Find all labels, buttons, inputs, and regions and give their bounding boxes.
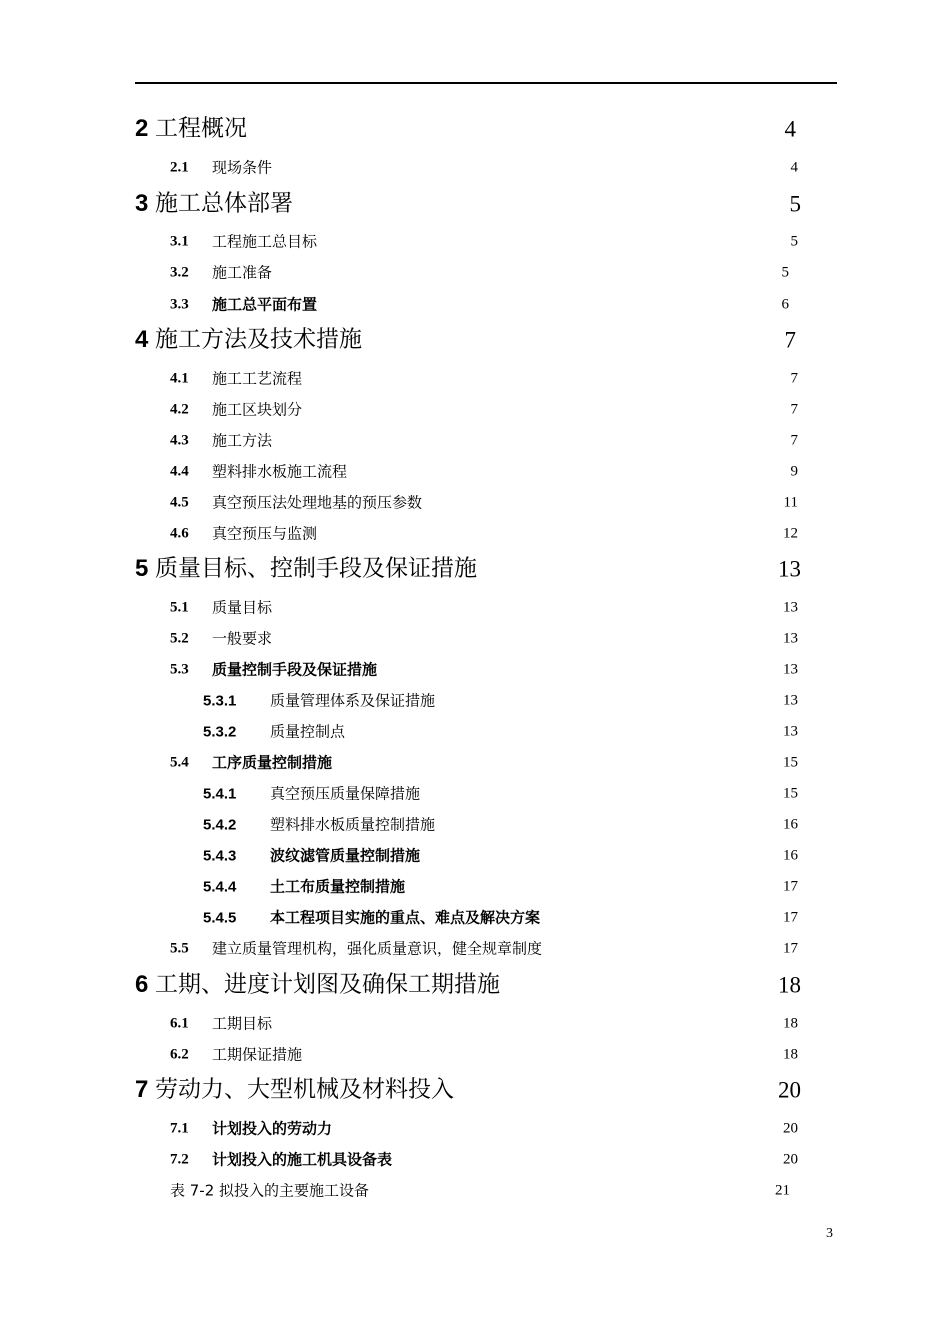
toc-number: 5.5: [170, 940, 189, 957]
toc-number: 4.4: [170, 463, 189, 480]
toc-page: 18: [783, 1015, 798, 1032]
toc-page: 20: [778, 1077, 801, 1103]
toc-title: 工期保证措施: [212, 1045, 303, 1064]
toc-number: 5.3.1: [203, 692, 237, 710]
toc-number: 5.4.4: [203, 878, 237, 896]
toc-page: 20: [783, 1120, 798, 1137]
toc-title: 劳动力、大型机械及材料投入: [155, 1076, 454, 1103]
toc-title: 工程施工总目标: [212, 232, 318, 251]
toc-title: 计划投入的施工机具设备表: [212, 1150, 393, 1169]
toc-number: 3.1: [170, 233, 189, 250]
toc-page: 13: [783, 599, 798, 616]
toc-page: 17: [783, 909, 798, 926]
toc-number: 5: [135, 555, 149, 582]
toc-title: 工期目标: [212, 1014, 273, 1033]
toc-title: 工程概况: [155, 115, 247, 142]
toc-page: 13: [783, 661, 798, 678]
toc-title: 土工布质量控制措施: [270, 877, 406, 896]
toc-page: 5: [789, 191, 801, 217]
toc-number: 7: [135, 1076, 149, 1103]
toc-number: 2.1: [170, 159, 189, 176]
toc-page: 16: [783, 816, 798, 833]
toc-title: 波纹滤管质量控制措施: [270, 846, 421, 865]
toc-title: 现场条件: [212, 158, 273, 177]
toc-number: 5.1: [170, 599, 189, 616]
toc-title: 工期、进度计划图及确保工期措施: [155, 971, 500, 998]
toc-number: 4.5: [170, 494, 189, 511]
toc-page: 5: [790, 233, 798, 250]
toc-number: 4: [135, 326, 149, 353]
toc-title: 质量管理体系及保证措施: [270, 691, 436, 710]
toc-number: 6: [135, 971, 149, 998]
toc-page: 6: [781, 296, 789, 313]
toc-number: 2: [135, 115, 149, 142]
toc-page: 18: [778, 972, 801, 998]
toc-page: 7: [790, 401, 798, 418]
toc-title: 质量目标、控制手段及保证措施: [155, 555, 477, 582]
toc-number: 3.2: [170, 264, 189, 281]
toc-title: 塑料排水板施工流程: [212, 462, 348, 481]
toc-page: 13: [778, 556, 801, 582]
toc-title: 施工总体部署: [155, 190, 293, 217]
toc-number: 5.3: [170, 661, 189, 678]
toc-title: 表 7-2 拟投入的主要施工设备: [170, 1181, 370, 1200]
toc-page: 17: [783, 878, 798, 895]
toc-title: 施工方法及技术措施: [155, 326, 362, 353]
toc-title: 塑料排水板质量控制措施: [270, 815, 436, 834]
toc-page: 21: [775, 1182, 790, 1199]
toc-page: 7: [784, 327, 796, 353]
toc-number: 5.3.2: [203, 723, 237, 741]
toc-number: 5.4.2: [203, 816, 237, 834]
toc-page: 15: [783, 785, 798, 802]
toc-page: 13: [783, 692, 798, 709]
toc-page: 15: [783, 754, 798, 771]
toc-number: 5.2: [170, 630, 189, 647]
toc-title: 施工工艺流程: [212, 369, 303, 388]
toc-title: 质量目标: [212, 598, 273, 617]
toc-number: 5.4.3: [203, 847, 237, 865]
toc-title: 真空预压与监测: [212, 524, 318, 543]
toc-page: 18: [783, 1046, 798, 1063]
toc-page: 20: [783, 1151, 798, 1168]
toc-number: 6.2: [170, 1046, 189, 1063]
toc-number: 5.4.1: [203, 785, 237, 803]
toc-title: 质量控制手段及保证措施: [212, 660, 378, 679]
toc-page: 4: [784, 116, 796, 142]
toc-page: 4: [790, 159, 798, 176]
toc-number: 4.3: [170, 432, 189, 449]
toc-title: 真空预压法处理地基的预压参数: [212, 493, 423, 512]
toc-number: 7.2: [170, 1151, 189, 1168]
toc-number: 7.1: [170, 1120, 189, 1137]
toc-page: 11: [783, 494, 798, 511]
page-number: 3: [826, 1226, 833, 1241]
toc-title: 真空预压质量保障措施: [270, 784, 421, 803]
toc-number: 4.1: [170, 370, 189, 387]
header-rule: [135, 82, 837, 84]
toc-page: 7: [790, 432, 798, 449]
toc-title: 质量控制点: [270, 722, 346, 741]
toc-number: 4.6: [170, 525, 189, 542]
toc-page: 16: [783, 847, 798, 864]
toc-title: 工序质量控制措施: [212, 753, 333, 772]
toc-title: 计划投入的劳动力: [212, 1119, 333, 1138]
toc-page: 13: [783, 723, 798, 740]
toc-page: 5: [781, 264, 789, 281]
toc-page: 13: [783, 630, 798, 647]
toc-title: 建立质量管理机构，强化质量意识，健全规章制度: [212, 939, 543, 958]
toc-title: 施工方法: [212, 431, 273, 450]
toc-title: 施工准备: [212, 263, 273, 282]
toc-number: 5.4.5: [203, 909, 237, 927]
toc-number: 5.4: [170, 754, 189, 771]
toc-title: 本工程项目实施的重点、难点及解决方案: [270, 908, 541, 927]
toc-number: 6.1: [170, 1015, 189, 1032]
toc-number: 3: [135, 190, 149, 217]
toc-number: 4.2: [170, 401, 189, 418]
toc-page: 9: [790, 463, 798, 480]
toc-page: 7: [790, 370, 798, 387]
toc-title: 施工总平面布置: [212, 295, 318, 314]
toc-page: 17: [783, 940, 798, 957]
toc-number: 3.3: [170, 296, 189, 313]
toc-page: 12: [783, 525, 798, 542]
toc-title: 一般要求: [212, 629, 273, 648]
toc-title: 施工区块划分: [212, 400, 303, 419]
